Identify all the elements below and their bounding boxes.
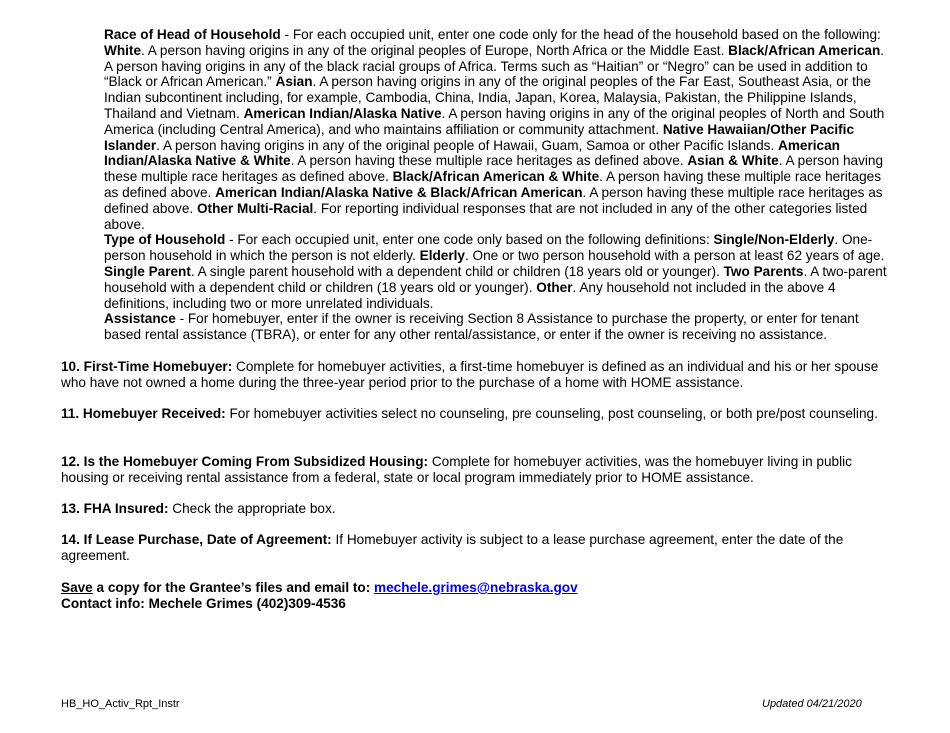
- definitions-block: [104, 27, 894, 343]
- type-single-def: . One-person household in which the person is not elderly.: [104, 232, 873, 264]
- contact-info: [61, 596, 881, 612]
- race-aian-term: American Indian/Alaska Native: [243, 105, 442, 121]
- race-aianb-def: . A person having these multiple race heritages as defined above.: [104, 184, 883, 216]
- save-rest: a copy for the Grantee’s files and email to:: [92, 580, 375, 595]
- footer-updated: Updated 04/21/2020: [762, 698, 862, 710]
- save-line: [61, 580, 881, 596]
- race-blackw-def: . A person having these multiple race heritages as defined above.: [104, 169, 882, 200]
- save-label: Save: [61, 580, 93, 595]
- type-other-term: Other: [536, 279, 573, 295]
- type-two-parents-def: . A two-parent household with a dependent child or children (18 years old or younger).: [104, 263, 887, 295]
- race-other-term: Other Multi-Racial: [196, 200, 314, 216]
- race-asian-def: . A person having origins in any of the original peoples of the Far East, Southeast Asia, or the Indian subcontinent including, for example, Cambodia, China, India, Japan, Korea, Malaysia, Pakistan, the Philippine Islands, Thailand and Vietnam.: [104, 74, 871, 121]
- item-14-title: 14. If Lease Purchase, Date of Agreement:: [61, 532, 332, 547]
- contact-info-text: Contact info: Mechele Grimes (402)309-4536: [61, 596, 346, 611]
- item-12-desc: Complete for homebuyer activities, was the homebuyer living in public housing or receiving rental assistance from a federal, state or local program immediately prior to HOME assistance.: [61, 454, 852, 485]
- type-single-parent-term: Single Parent: [104, 263, 191, 279]
- item-10-title: 10. First-Time Homebuyer:: [61, 359, 233, 374]
- type-other-def: . Any household not included in the above 4 definitions, including two or more unrelated individuals.: [104, 279, 836, 311]
- item-12-title: 12. Is the Homebuyer Coming From Subsidized Housing:: [61, 454, 429, 469]
- item-11-desc: For homebuyer activities select no counseling, pre counseling, post counseling, or both pre/post counseling.: [225, 406, 878, 421]
- item-14-desc: If Homebuyer activity is subject to a lease purchase agreement, enter the date of the agreement.: [61, 532, 844, 563]
- type-elderly-def: . One or two person household with a person at least 62 years of age.: [464, 248, 885, 264]
- assistance-title: Assistance: [104, 311, 176, 327]
- item-10: [61, 359, 881, 391]
- race-nhpi-term: Native Hawaiian/Other Pacific Islander: [104, 121, 855, 153]
- item-10-desc: Complete for homebuyer activities, a first-time homebuyer is defined as an individual and his or her spouse who have not owned a home during the three-year period prior to the purchase of a home with HOME assistance.: [61, 359, 879, 390]
- race-aianb-term: American Indian/Alaska Native & Black/African American: [215, 184, 583, 200]
- type-single-term: Single/Non-Elderly: [713, 232, 835, 248]
- race-nhpi-def: . A person having origins in any of the original people of Hawaii, Guam, Samoa or other Pacific Islands.: [156, 137, 779, 153]
- item-11: [61, 406, 881, 422]
- item-13-title: 13. FHA Insured:: [61, 501, 169, 516]
- race-black-def: . A person having origins in any of the black racial groups of Africa. Terms such as “Haitian” or “Negro” can be used in addition to “Black or African American.”: [104, 42, 885, 90]
- race-aianw-def: . A person having these multiple race heritages as defined above.: [290, 153, 688, 169]
- race-aianw-term: American Indian/Alaska Native & White: [104, 137, 840, 169]
- race-blackw-term: Black/African American & White: [392, 169, 600, 185]
- item-12: [61, 454, 881, 486]
- race-white-term: White: [104, 42, 141, 58]
- type-two-parents-term: Two Parents: [723, 263, 804, 279]
- item-11-title: 11. Homebuyer Received:: [61, 406, 226, 421]
- race-paragraph: [104, 27, 894, 232]
- assistance-paragraph: [104, 311, 894, 343]
- type-intro: - For each occupied unit, enter one code only based on the following definitions:: [225, 232, 714, 248]
- item-14: [61, 532, 881, 564]
- type-single-parent-def: . A single parent household with a dependent child or children (18 years old or younger).: [190, 263, 724, 279]
- race-black-term: Black/African American: [728, 42, 881, 58]
- race-asianw-def: . A person having these multiple race heritages as defined above.: [104, 153, 884, 185]
- assistance-def: - For homebuyer, enter if the owner is receiving Section 8 Assistance to purchase the property, or enter for tenant based rental assistance (TBRA), or enter for any other rental/assistance, or enter if the owner is receiving no assistance.: [104, 311, 859, 343]
- item-13: [61, 501, 881, 517]
- email-link[interactable]: mechele.grimes@nebraska.gov: [374, 580, 578, 595]
- household-type-paragraph: [104, 232, 894, 311]
- type-elderly-term: Elderly: [419, 248, 465, 264]
- footer-doc-id: HB_HO_Activ_Rpt_Instr: [61, 698, 180, 710]
- race-asianw-term: Asian & White: [687, 153, 779, 169]
- type-title: Type of Household: [104, 232, 226, 248]
- race-title: Race of Head of Household: [104, 27, 281, 42]
- race-asian-term: Asian: [275, 74, 313, 90]
- item-13-desc: Check the appropriate box.: [168, 501, 336, 516]
- race-intro: - For each occupied unit, enter one code only for the head of the household based on the following:: [280, 27, 881, 42]
- race-white-def: . A person having origins in any of the original peoples of Europe, North Africa or the Middle East.: [141, 42, 729, 58]
- race-other-def: . For reporting individual responses that are not included in any of the other categories listed above.: [104, 200, 868, 232]
- race-aian-def: . A person having origins in any of the original peoples of North and South America (including Central America), and who maintains affiliation or community attachment.: [104, 105, 885, 137]
